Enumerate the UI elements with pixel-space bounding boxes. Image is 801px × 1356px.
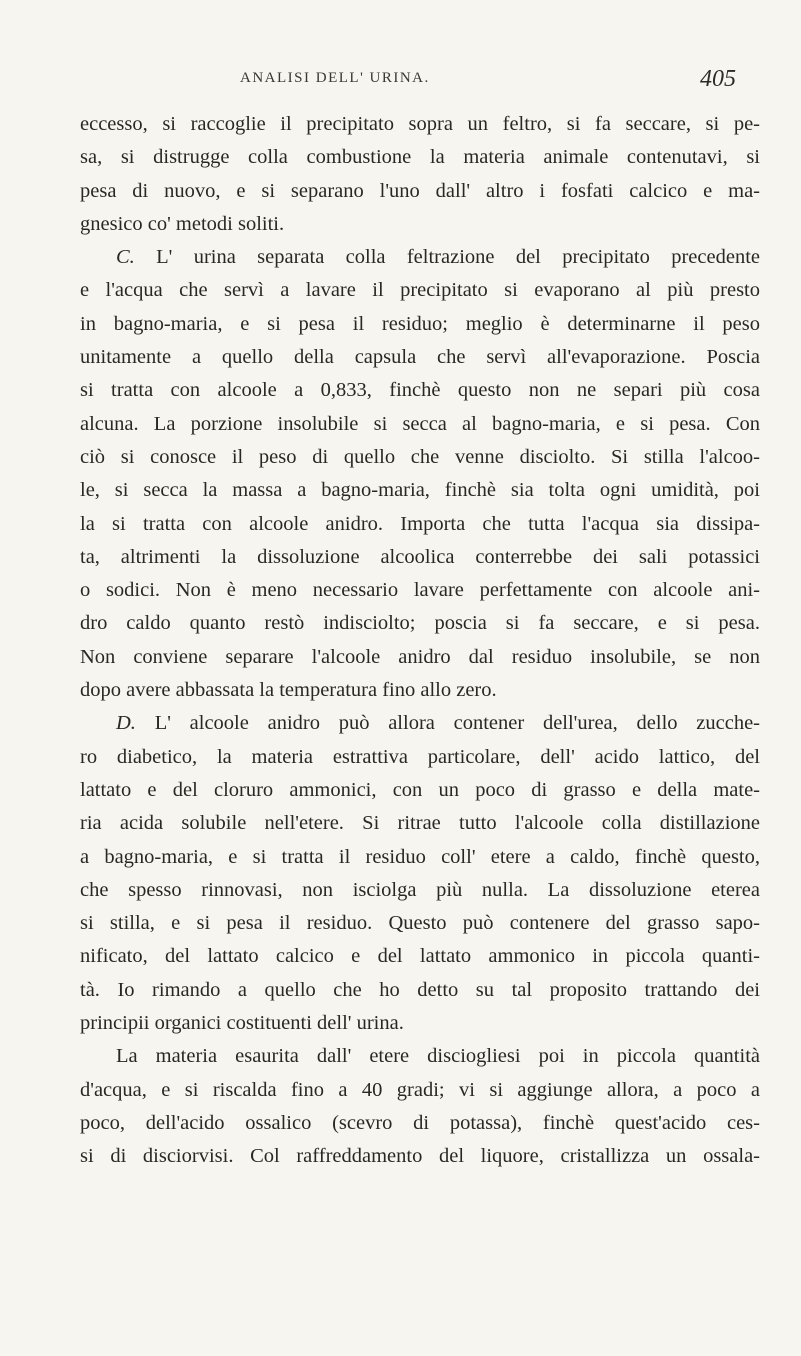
line-text: principii organici costituenti dell' urina. — [80, 1012, 404, 1035]
page-header — [0, 66, 801, 106]
line-text: si di disciorvisi. Col raffreddamento del liquore, cristallizza un ossala- — [80, 1145, 760, 1168]
text-line — [80, 940, 760, 973]
line-text: tà. Io rimando a quello che ho detto su tal proposito trattando dei — [80, 978, 760, 1001]
text-line — [80, 874, 760, 907]
line-text: dro caldo quanto restò indisciolto; poscia si fa seccare, e si pesa. — [80, 612, 760, 635]
line-text: poco, dell'acido ossalico (scevro di potassa), finchè quest'acido ces- — [80, 1111, 760, 1134]
text-line — [80, 907, 760, 940]
text-line — [80, 308, 760, 341]
line-text: L' alcoole anidro può allora contener dell'urea, dello zucche- — [154, 712, 760, 735]
line-text: la si tratta con alcoole anidro. Importa che tutta l'acqua sia dissipa- — [80, 512, 760, 535]
line-text: ria acida solubile nell'etere. Si ritrae tutto l'alcoole colla distillazione — [80, 812, 760, 835]
text-line — [80, 1107, 760, 1140]
line-text: in bagno-maria, e si pesa il residuo; meglio è determinarne il peso — [80, 312, 760, 335]
text-line — [80, 208, 760, 241]
text-line — [80, 408, 760, 441]
text-line — [80, 807, 760, 840]
text-line — [80, 541, 760, 574]
line-text: dopo avere abbassata la temperatura fino allo zero. — [80, 679, 497, 702]
line-text: a bagno-maria, e si tratta il residuo coll' etere a caldo, finchè questo, — [80, 845, 760, 868]
text-line — [80, 974, 760, 1007]
line-text: La materia esaurita dall' etere disciogliesi poi in piccola quantità — [116, 1045, 760, 1068]
text-line — [80, 707, 760, 740]
running-head: ANALISI DELL' URINA. — [240, 70, 430, 86]
line-text: gnesico co' metodi soliti. — [80, 212, 285, 235]
line-text: pesa di nuovo, e si separano l'uno dall' altro i fosfati calcico e ma- — [80, 179, 760, 202]
line-text: si stilla, e si pesa il residuo. Questo può contenere del grasso sapo- — [80, 912, 760, 935]
line-text: eccesso, si raccoglie il precipitato sopra un feltro, si fa seccare, si pe- — [80, 113, 760, 135]
text-line — [80, 774, 760, 807]
section-letter: D. — [116, 712, 136, 735]
text-line — [80, 441, 760, 474]
text-line — [80, 175, 760, 208]
text-line — [80, 607, 760, 640]
line-text: unitamente a quello della capsula che servì all'evaporazione. Poscia — [80, 346, 760, 369]
text-line — [80, 841, 760, 874]
line-text: nificato, del lattato calcico e del lattato ammonico in piccola quanti- — [80, 945, 760, 968]
line-text: d'acqua, e si riscalda fino a 40 gradi; vi si aggiunge allora, a poco a — [80, 1078, 760, 1101]
text-line — [80, 341, 760, 374]
text-line — [80, 674, 760, 707]
page-number: 405 — [700, 66, 736, 92]
text-line — [80, 141, 760, 174]
line-text: ta, altrimenti la dissoluzione alcoolica conterrebbe dei sali potassici — [80, 545, 760, 568]
text-line — [80, 741, 760, 774]
text-line — [80, 641, 760, 674]
text-line — [80, 1074, 760, 1107]
text-line — [80, 1140, 760, 1173]
section-letter: C. — [116, 246, 135, 269]
line-text: ro diabetico, la materia estrattiva particolare, dell' acido lattico, del — [80, 745, 760, 768]
line-text: le, si secca la massa a bagno-maria, finchè sia tolta ogni umidità, poi — [80, 479, 760, 502]
text-line — [80, 274, 760, 307]
text-line — [80, 241, 760, 274]
text-line — [80, 374, 760, 407]
line-text: ciò si conosce il peso di quello che venne disciolto. Si stilla l'alcoo- — [80, 445, 760, 468]
text-line — [80, 474, 760, 507]
line-text: che spesso rinnovasi, non isciolga più nulla. La dissoluzione eterea — [80, 878, 760, 901]
line-text: o sodici. Non è meno necessario lavare perfettamente con alcoole ani- — [80, 579, 760, 602]
line-text: lattato e del cloruro ammonici, con un poco di grasso e della mate- — [80, 778, 760, 801]
line-text: Non conviene separare l'alcoole anidro dal residuo insolubile, se non — [80, 645, 760, 668]
text-line — [80, 108, 760, 141]
line-text: alcuna. La porzione insolubile si secca al bagno-maria, e si pesa. Con — [80, 412, 760, 435]
text-line — [80, 1007, 760, 1040]
line-text: sa, si distrugge colla combustione la materia animale contenutavi, si — [80, 146, 760, 169]
line-text: si tratta con alcoole a 0,833, finchè questo non ne separi più cosa — [80, 379, 760, 402]
text-line — [80, 508, 760, 541]
text-line — [80, 574, 760, 607]
text-line — [80, 1040, 760, 1073]
line-text: L' urina separata colla feltrazione del precipitato precedente — [156, 246, 760, 269]
line-text: e l'acqua che servì a lavare il precipitato si evaporano al più presto — [80, 279, 760, 302]
body-text — [80, 108, 760, 1174]
